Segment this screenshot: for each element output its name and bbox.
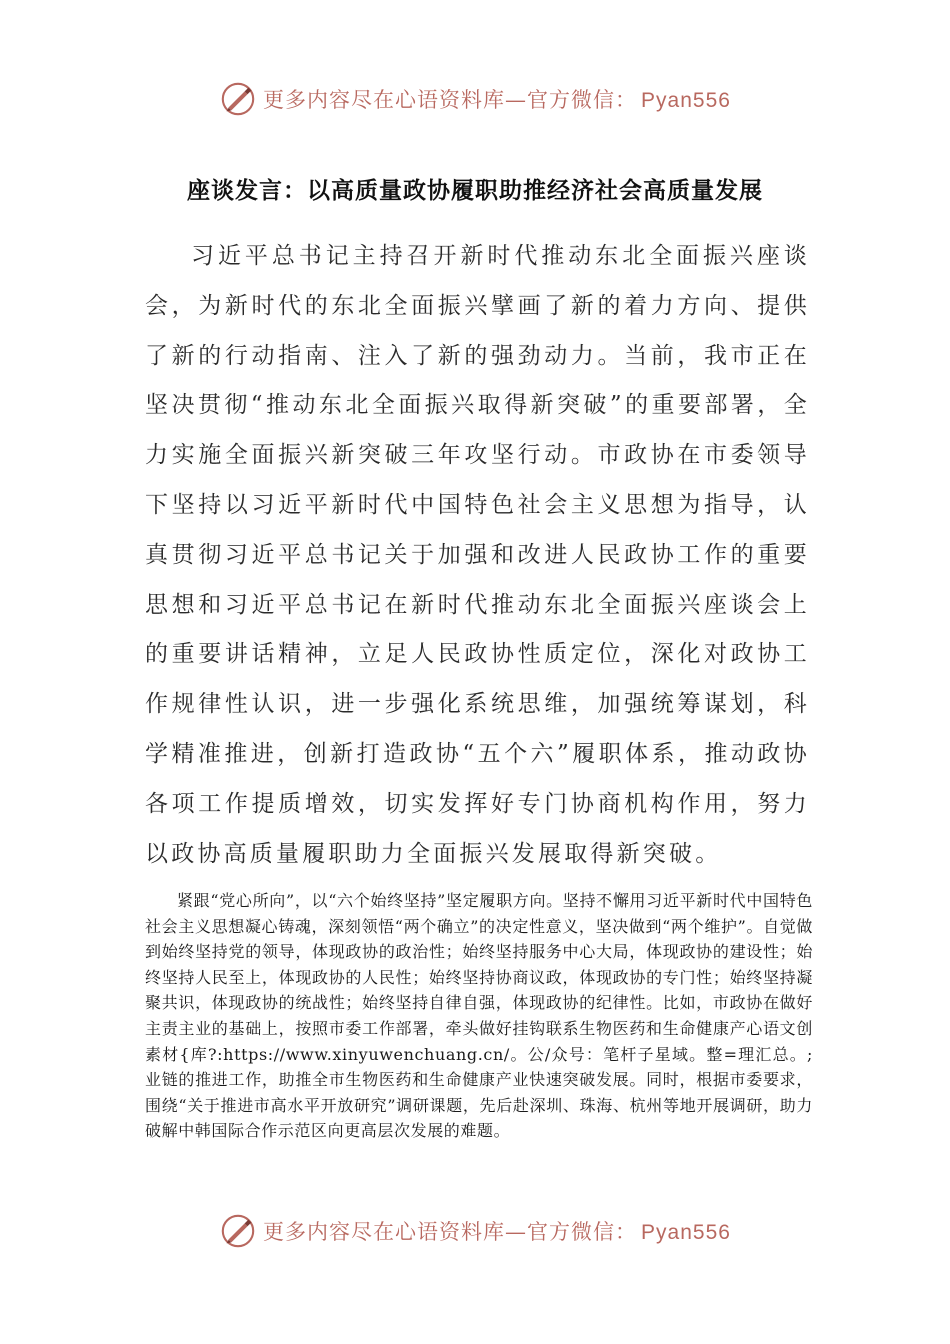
watermark-wechat: Pyan556 (641, 1221, 731, 1244)
body-paragraph-main: 习近平总书记主持召开新时代推动东北全面振兴座谈会，为新时代的东北全面振兴擘画了新的着力方向、提供了新的行动指南、注入了新的强劲动力。当前，我市正在坚决贯彻“推动东北全面振兴取得新突破”的重要部署，全力实施全面振兴新突破三年攻坚行动。市政协在市委领导下坚持以习近平新时代中国特色社会主义思想为指导，认真贯彻习近平总书记关于加强和改进人民政协工作的重要思想和习近平总书记在新时代推动东北全面振兴座谈会上的重要讲话精神，立足人民政协性质定位，深化对政协工作规律性认识，进一步强化系统思维，加强统筹谋划，科学精准推进，创新打造政协“五个六”履职体系，推动政协各项工作提质增效，切实发挥好专门协商机构作用，努力以政协高质量履职助力全面振兴发展取得新突破。 (145, 243, 810, 867)
body-paragraph-small-part2: 产心语文创素材{库?:https://www.xinyuwenchuang.cn/。公/众号：笔杆子星域。整=理汇总。;业链的推进工作，助推全市生物医药和生命健康产业快速突破发展。同时，根据市委要求，围绕“关于推进市高水平开放研究”调研课题，先后赴深圳、珠海、杭州等地开展调研，助力破解中韩国际合作示范区向更高层次发展的难题。 (145, 1018, 813, 1141)
watermark-text: 更多内容尽在心语资料库—官方微信： Pyan556 (263, 88, 731, 112)
watermark-text: 更多内容尽在心语资料库—官方微信： Pyan556 (263, 1220, 731, 1244)
body-paragraph-small (145, 888, 813, 1144)
watermark-wechat: Pyan556 (641, 89, 731, 112)
document-title: 座谈发言：以高质量政协履职助推经济社会高质量发展 (187, 178, 763, 204)
pen-seal-logo-icon (219, 80, 257, 118)
footer-watermark (0, 1210, 950, 1252)
body-paragraph-small-part1: 紧跟“党心所向”，以“六个始终坚持”坚定履职方向。坚持不懈用习近平新时代中国特色社会主义思想凝心铸魂，深刻领悟“两个确立”的决定性意义，坚决做到“两个维护”。自觉做到始终坚持党的领导，体现政协的政治性；始终坚持服务中心大局，体现政协的建设性；始终坚持人民至上，体现政协的人民性；始终坚持协商议政，体现政协的专门性；始终坚持凝聚共识，体现政协的统战性；始终坚持自律自强，体现政协的纪律性。比如，市政协在做好主责主业的基础上，按照市委工作部署，牵头做好挂钩联系生物医药和生命健康 (145, 891, 813, 1038)
header-watermark (0, 78, 950, 120)
pen-seal-logo-icon (219, 1212, 257, 1250)
